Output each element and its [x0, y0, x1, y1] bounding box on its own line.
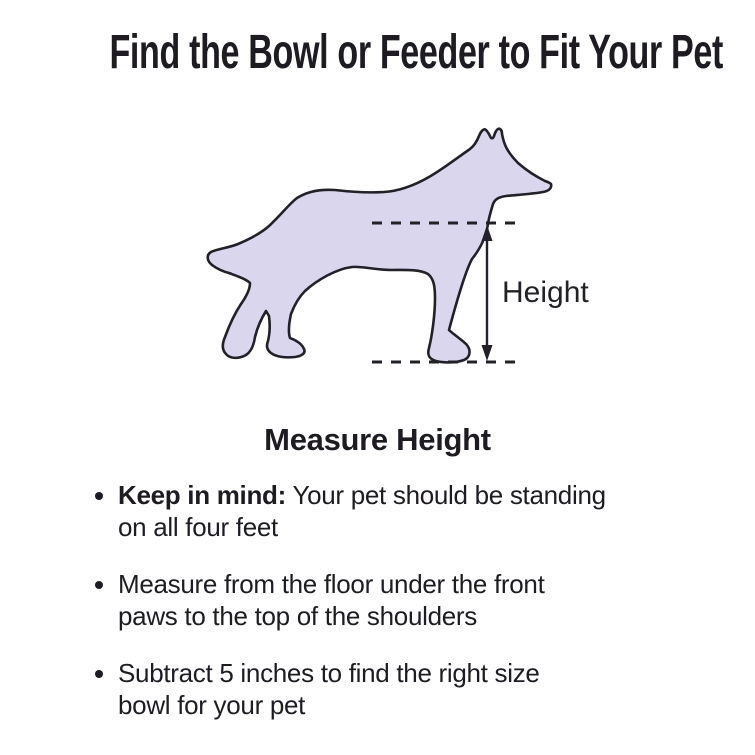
bullet-dot: [95, 492, 103, 500]
bullet-line1: [118, 657, 685, 689]
height-arrow: [482, 225, 493, 361]
bullet-dot: [95, 670, 103, 678]
bullet-text: Subtract 5 inches to find the right size: [118, 658, 540, 688]
bullet-line1: [118, 479, 685, 511]
section-heading: Measure Height: [264, 422, 491, 457]
arrowhead-bottom-icon: [482, 345, 493, 361]
bullet-line2: on all four feet: [118, 512, 278, 542]
dog-silhouette: [208, 129, 551, 363]
bullet-bold-text: Keep in mind:: [118, 480, 286, 510]
instructions-list: [95, 479, 685, 746]
bullet-line2: bowl for your pet: [118, 690, 306, 720]
bullet-line2: paws to the top of the shoulders: [118, 601, 477, 631]
list-item: [95, 479, 685, 543]
bullet-dot: [95, 581, 103, 589]
list-item: [95, 657, 685, 721]
bullet-text: Measure from the floor under the front: [118, 569, 545, 599]
list-item: [95, 568, 685, 632]
page-title: Find the Bowl or Feeder to Fit Your Pet: [109, 26, 723, 79]
height-label: Height: [502, 276, 589, 309]
bullet-line1: [118, 568, 685, 600]
bullet-text: Your pet should be standing: [286, 480, 606, 510]
